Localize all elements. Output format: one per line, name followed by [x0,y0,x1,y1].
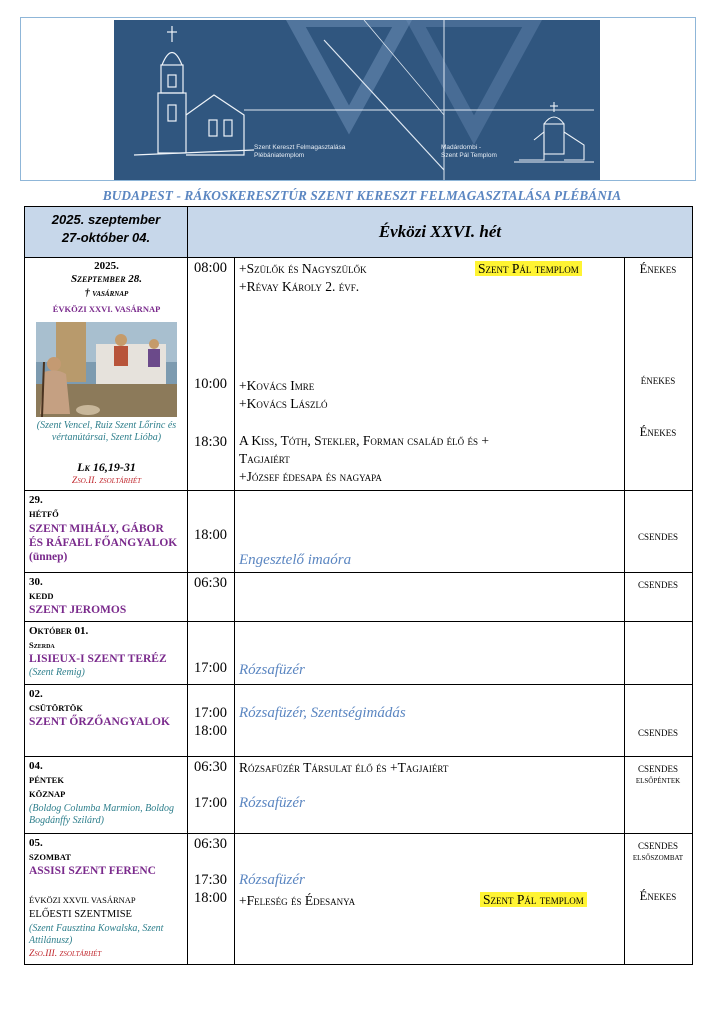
sunday-note-2: énekes [640,373,676,387]
banner-artwork [114,20,600,180]
week-dates-line1: 2025. szeptember [51,212,161,227]
thursday-info [25,685,188,757]
thursday-events [235,685,625,757]
header-row [25,207,693,258]
friday-note: csendes [637,761,678,775]
sunday-event-3c: +József édesapa és nagyapa [239,469,382,484]
friday-time-2: 17:00 [194,795,228,811]
day-row-monday [25,491,693,573]
day-row-tuesday [25,573,693,622]
thursday-notes [625,685,693,757]
saturday-eve-1: ÉVKÖZI XXVII. VASÁRNAP [29,895,136,905]
tuesday-date: 30. [29,576,43,588]
wednesday-events [235,622,625,685]
friday-time-1: 06:30 [194,759,228,775]
saturday-saints2: (Szent Fausztina Kowalska, Szent Attilánusz) [29,923,164,946]
monday-note: csendes [637,529,678,543]
day-row-thursday [25,685,693,757]
sunday-time-1: 08:00 [194,260,228,276]
sunday-church-badge-wrap [475,260,582,278]
sunday-time-2: 10:00 [194,376,228,392]
friday-day: PÉNTEK [29,775,64,785]
wednesday-saint: LISIEUX-I SZENT TERÉZ [29,653,167,665]
sunday-event-1b: +Révay Károly 2. évf. [239,279,360,294]
sunday-saints: (Szent Vencel, Ruiz Szent Lőrinc és vértanútársai, Szent Lióba) [36,420,177,443]
gospel-painting [36,322,177,417]
saturday-note-1-small: ELSŐSZOMBAT [632,854,684,862]
saturday-notes [625,834,693,965]
wednesday-day: Szerda [29,640,55,650]
saturday-day: SZOMBAT [29,852,71,862]
sunday-event-2b: +Kovács László [239,396,328,411]
sunday-notes [625,258,693,491]
monday-notes [625,491,693,573]
thursday-times [188,685,235,757]
tuesday-time-1: 06:30 [194,575,228,591]
monday-saint: SZENT MIHÁLY, GÁBOR ÉS RÁFAEL FŐANGYALOK (ünnep) [29,523,178,563]
friday-sub: KÖZNAP [29,789,66,799]
thursday-date: 02. [29,688,43,700]
thursday-saint: SZENT ŐRZŐANGYALOK [29,716,170,728]
sunday-event-2a: +Kovács Imre [239,378,315,393]
friday-notes [625,757,693,834]
week-title: Évközi XXVI. hét [188,207,693,258]
sunday-event-3a: A Kiss, Tóth, Stekler, Forman család élő és + [239,433,490,448]
saturday-saint: ASSISI SZENT FERENC [29,865,156,877]
friday-events [235,757,625,834]
saturday-church-badge-wrap [480,891,587,909]
monday-event: Engesztelő imaóra [239,552,352,568]
sunday-info [25,258,188,491]
sunday-times [188,258,235,491]
sunday-date: Szeptember 28. [70,273,143,285]
saturday-times [188,834,235,965]
wednesday-event: Rózsafüzér [239,662,305,678]
banner-caption-left-2: Plébániatemplom [254,152,305,159]
wednesday-notes [625,622,693,685]
tuesday-notes [625,573,693,622]
tuesday-day: KEDD [29,591,54,601]
day-row-wednesday [25,622,693,685]
thursday-day: CSÜTÖRTÖK [29,703,84,713]
friday-saints2: (Boldog Columba Marmion, Boldog Bogdánffy Szilárd) [29,803,174,826]
wednesday-saints2: (Szent Remig) [29,667,85,678]
saturday-note-3: Énekes [639,889,677,903]
week-dates [25,207,188,258]
saturday-note-1: csendes [637,838,678,852]
tuesday-note: csendes [637,577,678,591]
sunday-church-badge: Szent Pál templom [475,261,582,276]
thursday-note: csendes [637,725,678,739]
friday-event-1: Rózsafüzér Társulat élő és +Tagjaiért [239,760,449,775]
friday-info [25,757,188,834]
tuesday-events [235,573,625,622]
saturday-date: 05. [29,837,43,849]
parish-title: BUDAPEST - RÁKOSKERESZTÚR SZENT KERESZT FELMAGASZTALÁSA PLÉBÁNIA [102,188,622,203]
day-row-saturday [25,834,693,965]
friday-date: 04. [29,760,43,772]
saturday-eve-2: ELŐESTI SZENTMISE [29,909,132,920]
thursday-event: Rózsafüzér, Szentségimádás [239,705,406,721]
monday-time-1: 18:00 [194,527,228,543]
sunday-note-1: Énekes [639,262,677,276]
monday-events [235,491,625,573]
saturday-time-1: 06:30 [194,836,228,852]
saturday-time-3: 18:00 [194,890,228,906]
banner-caption-left-1: Szent Kereszt Felmagasztalása [254,144,346,151]
banner-caption-right-2: Szent Pál Templom [441,152,497,159]
parish-banner [114,20,600,180]
friday-times [188,757,235,834]
monday-times [188,491,235,573]
thursday-time-1: 17:00 [194,705,228,721]
wednesday-time-1: 17:00 [194,660,228,676]
saturday-events [235,834,625,965]
wednesday-times [188,622,235,685]
sunday-events [235,258,625,491]
saturday-event-3: +Feleség és Édesanya [239,893,356,908]
tuesday-info [25,573,188,622]
sunday-feast: ÉVKÖZI XXVI. VASÁRNAP [52,304,161,314]
monday-date: 29. [29,494,43,506]
saturday-info [25,834,188,965]
sunday-day: † vasárnap [84,288,129,299]
monday-info [25,491,188,573]
saturday-event-2: Rózsafüzér [239,872,305,888]
sunday-reading: Lk 16,19-31 [77,460,136,474]
saturday-church-badge: Szent Pál templom [480,892,587,907]
week-dates-line2: 27-október 04. [61,230,151,245]
day-row-sunday [25,258,693,491]
tuesday-times [188,573,235,622]
schedule-table [24,206,693,965]
sunday-event-3b: Tagjaiért [239,451,290,466]
wednesday-date: Október 01. [29,625,89,637]
saturday-psalter: Zso.III. zsoltárhét [29,949,102,959]
sunday-year: 2025. [94,260,119,272]
monday-day: HÉTFŐ [29,509,59,519]
wednesday-info [25,622,188,685]
sunday-psalter: Zso.II. zsoltárhét [71,476,142,486]
sunday-event-1a: +Szülők és Nagyszülők [239,261,367,276]
friday-note-small: ELSŐPÉNTEK [635,777,681,785]
sunday-time-3: 18:30 [194,434,228,450]
saturday-time-2: 17:30 [194,872,228,888]
tuesday-saint: SZENT JEROMOS [29,604,127,616]
banner-caption-right-1: Madárdombi - [441,144,482,151]
thursday-time-2: 18:00 [194,723,228,739]
friday-event-2: Rózsafüzér [239,795,305,811]
day-row-friday [25,757,693,834]
sunday-note-3: Énekes [639,425,677,439]
